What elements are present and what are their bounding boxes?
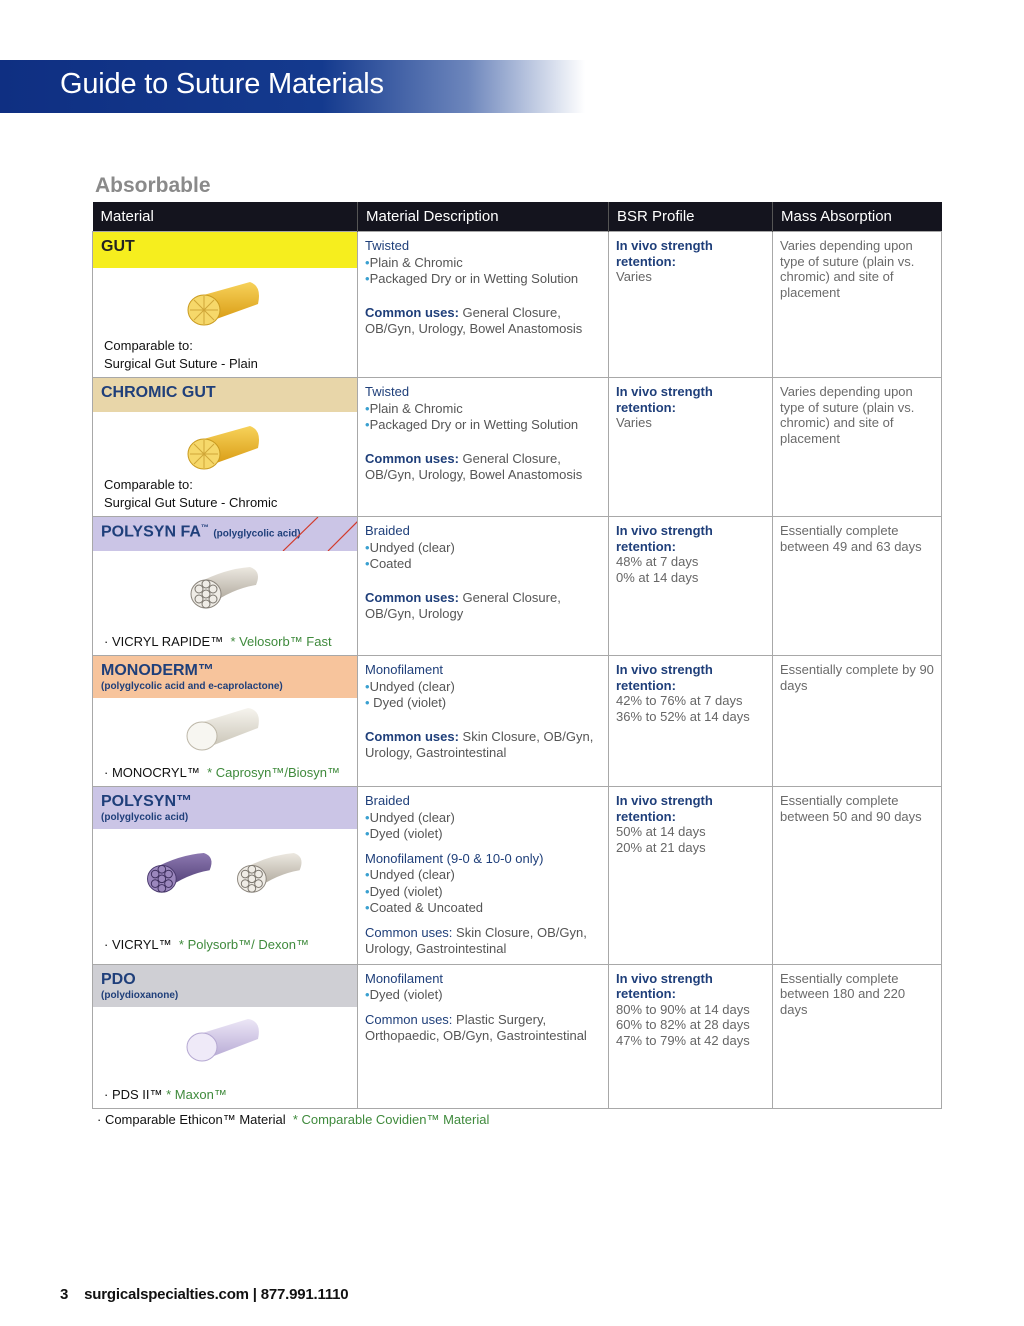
suture-table <box>92 202 942 1109</box>
comparable-text <box>104 633 332 651</box>
mass-text: Essentially complete between 180 and 220 days <box>780 970 906 1017</box>
ethicon-equivalent: · VICRYL RAPIDE™ <box>104 634 224 649</box>
uses-label: Common uses: <box>365 450 459 466</box>
ethicon-equivalent: · VICRYL™ <box>104 936 172 952</box>
list-item: • Packaged Dry or in Wetting Solution <box>365 271 601 288</box>
bsr-cell <box>609 232 773 378</box>
suture-images <box>93 847 357 906</box>
pdo-suture-image <box>180 1015 270 1071</box>
material-cell <box>93 656 358 787</box>
strike-lines <box>93 517 357 551</box>
ethicon-equivalent: · MONOCRYL™ <box>104 765 200 780</box>
uses-label: Common uses: <box>365 589 459 605</box>
list-item: • Coated <box>365 556 601 573</box>
material-name-block <box>93 965 357 1007</box>
construction-secondary: Monofilament (9-0 & 10-0 only) <box>365 850 544 866</box>
covidien-equivalent: * Polysorb™/ Dexon™ <box>178 936 309 952</box>
legend <box>97 1112 489 1127</box>
comparable-text <box>104 337 258 373</box>
common-uses <box>365 925 601 958</box>
bsr-value: 42% to 76% at 7 days <box>616 693 743 708</box>
legend-ethicon: · Comparable Ethicon™ Material <box>97 1112 286 1127</box>
uses-text: General Closure, OB/Gyn, Urology, Bowel Anastomosis <box>365 304 583 336</box>
bsr-label: In vivo strength retention: <box>616 662 713 693</box>
bsr-cell <box>609 517 773 656</box>
comparable-label: Comparable to: <box>104 338 193 353</box>
description-cell <box>358 378 609 517</box>
uses-text: General Closure, OB/Gyn, Urology <box>365 589 561 621</box>
list-item: • Plain & Chromic <box>365 255 601 272</box>
contact-info: surgicalspecialties.com | 877.991.1110 <box>84 1286 349 1303</box>
bsr-value: 50% at 14 days <box>616 824 706 839</box>
uses-label: Common uses: <box>365 304 459 320</box>
bsr-cell <box>609 964 773 1108</box>
table-header-row <box>93 202 942 232</box>
col-header-bsr: BSR Profile <box>609 202 773 232</box>
page-number: 3 <box>60 1286 69 1303</box>
material-name: MONODERM™ <box>101 662 214 679</box>
comparable-text <box>104 764 340 782</box>
construction: Braided <box>365 523 410 538</box>
material-name: GUT <box>93 232 357 268</box>
common-uses <box>365 1012 601 1045</box>
bsr-cell <box>609 787 773 965</box>
table-row <box>93 656 942 787</box>
bsr-value: 60% to 82% at 28 days <box>616 1017 750 1032</box>
uses-text: Skin Closure, OB/Gyn, Urology, Gastrointestinal <box>365 728 594 760</box>
comparable-label: Comparable to: <box>104 477 193 492</box>
bsr-value: 47% to 79% at 42 days <box>616 1032 750 1048</box>
col-header-description: Material Description <box>358 202 609 232</box>
common-uses <box>365 305 601 338</box>
material-cell <box>93 964 358 1108</box>
violet-braided-suture-image <box>137 847 223 903</box>
mass-text: Essentially complete between 50 and 90 days <box>780 793 922 824</box>
material-subtitle: (polyglycolic acid and e-caprolactone) <box>101 681 283 692</box>
mass-text: Essentially complete between 49 and 63 days <box>780 523 922 554</box>
bsr-label: In vivo strength retention: <box>616 970 713 1001</box>
list-item: • Undyed (clear) <box>365 540 601 557</box>
material-name-row <box>93 517 357 551</box>
comparable-text <box>104 1086 227 1104</box>
bsr-value: 80% to 90% at 14 days <box>616 1001 750 1017</box>
legend-covidien: * Comparable Covidien™ Material <box>292 1112 490 1127</box>
material-name: PDO <box>101 970 136 988</box>
description-cell <box>358 656 609 787</box>
comparable-text <box>104 936 309 954</box>
material-cell <box>93 787 358 965</box>
footer <box>60 1286 348 1303</box>
description-cell <box>358 964 609 1108</box>
description-cell <box>358 787 609 965</box>
list-item: • Dyed (violet) <box>365 826 601 843</box>
material-cell <box>93 517 358 656</box>
bsr-value: 48% at 7 days <box>616 554 699 569</box>
bsr-cell <box>609 378 773 517</box>
col-header-material: Material <box>93 202 358 232</box>
material-name-block <box>93 656 357 698</box>
comparable-text <box>104 476 277 512</box>
common-uses <box>365 729 601 762</box>
list-item: • Undyed (clear) <box>365 810 601 827</box>
common-uses <box>365 590 601 623</box>
table-row <box>93 787 942 965</box>
description-cell <box>358 517 609 656</box>
mass-cell <box>773 787 942 965</box>
gut-suture-image <box>180 278 270 336</box>
mass-cell <box>773 378 942 517</box>
bsr-label: In vivo strength retention: <box>616 238 713 269</box>
material-name: POLYSYN FA <box>101 523 201 541</box>
polysyn-fa-suture-image <box>180 561 270 619</box>
common-uses <box>365 451 601 484</box>
bsr-value: 36% to 52% at 14 days <box>616 708 750 724</box>
uses-text: Plastic Surgery, Orthopaedic, OB/Gyn, Gastrointestinal <box>365 1011 587 1043</box>
covidien-equivalent: * Maxon™ <box>166 1086 227 1102</box>
construction: Twisted <box>365 238 410 253</box>
bsr-label: In vivo strength retention: <box>616 793 713 824</box>
bsr-label: In vivo strength retention: <box>616 384 713 415</box>
clear-braided-suture-image <box>227 847 313 903</box>
uses-label: Common uses: <box>365 728 459 744</box>
construction: Twisted <box>365 384 410 399</box>
material-name: POLYSYN™ <box>101 793 192 810</box>
mass-cell <box>773 232 942 378</box>
uses-text: General Closure, OB/Gyn, Urology, Bowel Anastomosis <box>365 450 583 482</box>
material-subtitle: (polyglycolic acid) <box>213 528 301 540</box>
table-row <box>93 517 942 656</box>
page-title: Guide to Suture Materials <box>60 68 384 100</box>
construction: Monofilament <box>365 970 444 986</box>
description-cell <box>358 232 609 378</box>
mass-text: Varies depending upon type of suture (plain vs. chromic) and site of placement <box>780 238 915 300</box>
monoderm-suture-image <box>180 704 270 760</box>
covidien-equivalent: * Velosorb™ Fast <box>230 634 332 649</box>
list-item: • Dyed (violet) <box>365 695 601 712</box>
construction: Monofilament <box>365 662 444 677</box>
table-row <box>93 232 942 378</box>
material-cell <box>93 232 358 378</box>
uses-text: Skin Closure, OB/Gyn, Urology, Gastrointestinal <box>365 924 587 956</box>
ethicon-equivalent: · PDS II™ <box>104 1086 163 1102</box>
comparable-product: Surgical Gut Suture - Chromic <box>104 495 278 510</box>
bsr-cell <box>609 656 773 787</box>
bsr-value: 20% at 21 days <box>616 839 706 855</box>
table-row <box>93 964 942 1108</box>
bsr-label: In vivo strength retention: <box>616 523 713 554</box>
material-name-block <box>93 787 357 829</box>
list-item: • Dyed (violet) <box>365 987 601 1004</box>
comparable-product: Surgical Gut Suture - Plain <box>104 356 258 371</box>
list-item: • Undyed (clear) <box>365 679 601 696</box>
bsr-value: Varies <box>616 269 652 284</box>
chromic-gut-suture-image <box>180 422 270 480</box>
construction: Braided <box>365 793 410 808</box>
covidien-equivalent: * Caprosyn™/Biosyn™ <box>207 765 341 780</box>
table-row <box>93 378 942 517</box>
mass-cell <box>773 656 942 787</box>
material-subtitle: (polyglycolic acid) <box>101 812 189 823</box>
bsr-value: Varies <box>616 415 652 430</box>
section-title: Absorbable <box>95 174 211 197</box>
list-item: • Packaged Dry or in Wetting Solution <box>365 417 601 434</box>
material-cell <box>93 378 358 517</box>
trademark: ™ <box>200 523 209 532</box>
mass-cell <box>773 964 942 1108</box>
material-subtitle: (polydioxanone) <box>101 989 179 1001</box>
uses-label: Common uses: <box>365 1011 453 1027</box>
list-item: • Dyed (violet) <box>365 884 601 901</box>
list-item: • Coated & Uncoated <box>365 900 601 917</box>
mass-text: Varies depending upon type of suture (plain vs. chromic) and site of placement <box>780 384 915 446</box>
material-name: CHROMIC GUT <box>93 378 357 412</box>
col-header-mass: Mass Absorption <box>773 202 942 232</box>
list-item: • Plain & Chromic <box>365 401 601 418</box>
bsr-value: 0% at 14 days <box>616 569 699 585</box>
mass-cell <box>773 517 942 656</box>
uses-label: Common uses: <box>365 924 453 940</box>
mass-text: Essentially complete by 90 days <box>780 662 934 693</box>
list-item: • Undyed (clear) <box>365 867 601 884</box>
